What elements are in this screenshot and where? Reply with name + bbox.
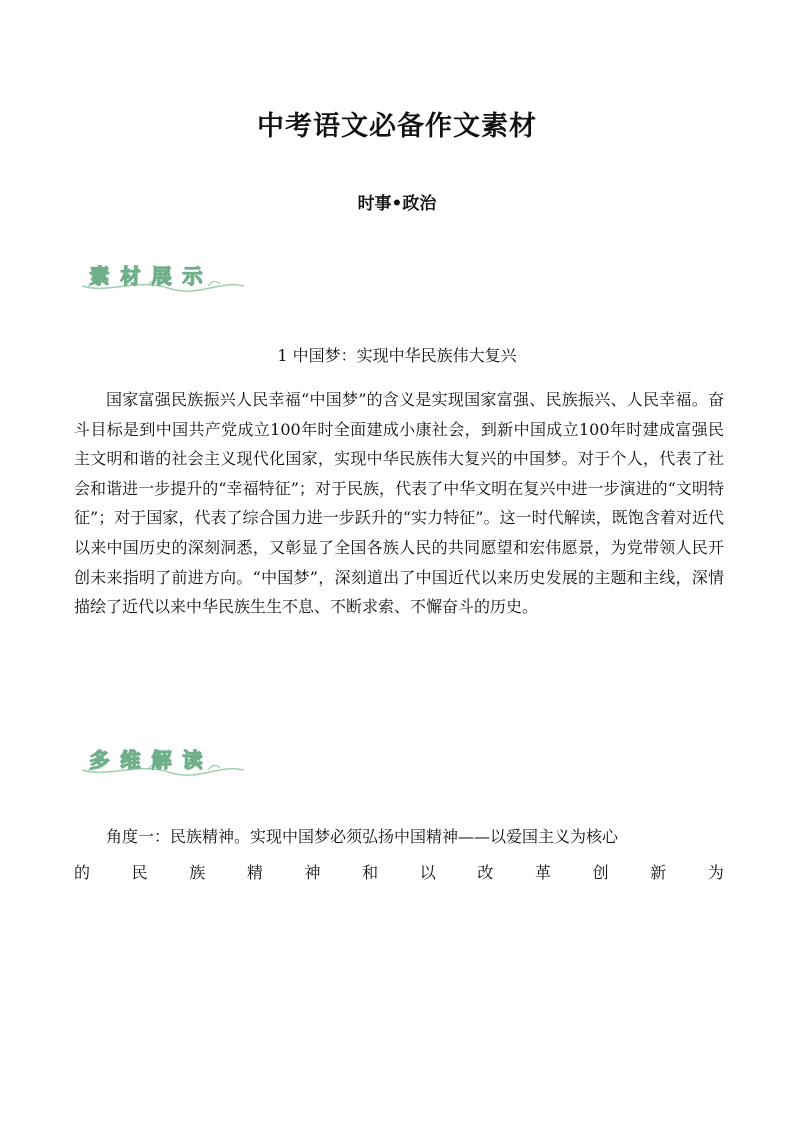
spread-char: 改 <box>477 863 494 882</box>
spread-char: 精 <box>246 863 263 882</box>
spread-char: 以 <box>419 863 436 882</box>
badge-char: 示 <box>177 259 208 290</box>
badge-char: 多 <box>84 743 115 774</box>
document-subtitle: 时事•政治 <box>357 194 437 214</box>
spread-char: 的 <box>74 863 91 882</box>
angle-one-text: 角度一：民族精神。实现中国梦必须弘扬中国精神——以爱国主义为核心 <box>106 827 619 846</box>
spread-char: 创 <box>592 863 609 882</box>
badge-char: 读 <box>177 743 208 774</box>
badge-char: 材 <box>115 259 146 290</box>
section-heading: 1 中国梦：实现中华民族伟大复兴 <box>277 346 517 365</box>
badge-char: 展 <box>146 259 177 290</box>
spread-char: 为 <box>707 863 724 882</box>
spread-char: 民 <box>131 863 148 882</box>
spread-char: 和 <box>362 863 379 882</box>
document-title: 中考语文必备作文素材 <box>257 111 537 142</box>
spread-char: 神 <box>304 863 321 882</box>
spread-char: 新 <box>650 863 667 882</box>
badge-char: 素 <box>84 259 115 290</box>
spread-line <box>74 860 724 883</box>
badge-char: 维 <box>115 743 146 774</box>
badge-char: 解 <box>146 743 177 774</box>
spread-char: 革 <box>535 863 552 882</box>
spread-char: 族 <box>189 863 206 882</box>
material-display-badge <box>84 256 208 292</box>
body-paragraph: 国家富强民族振兴人民幸福“中国梦”的含义是实现国家富强、民族振兴、人民幸福。奋斗目标是到中国共产党成立100年时全面建成小康社会，到新中国成立100年时建成富强民主文明和谐的社会主义现代化国家，实现中华民族伟大复兴的中国梦。对于个人，代表了社会和谐进一步提升的“幸福特征”；对于民族，代表了中华文明在复兴中进一步演进的“文明特征”；对于国家，代表了综合国力进一步跃升的“实力特征”。这一时代解读，既饱含着对近代以来中国历史的深刻洞悉，又彰显了全国各族人民的共同愿望和宏伟愿景，为党带领人民开创未来指明了前进方向。“中国梦”，深刻道出了中国近代以来历史发展的主题和主线，深情描绘了近代以来中华民族生生不息、不断求索、不懈奋斗的历史。 <box>74 390 724 617</box>
multi-reading-badge <box>84 740 208 776</box>
